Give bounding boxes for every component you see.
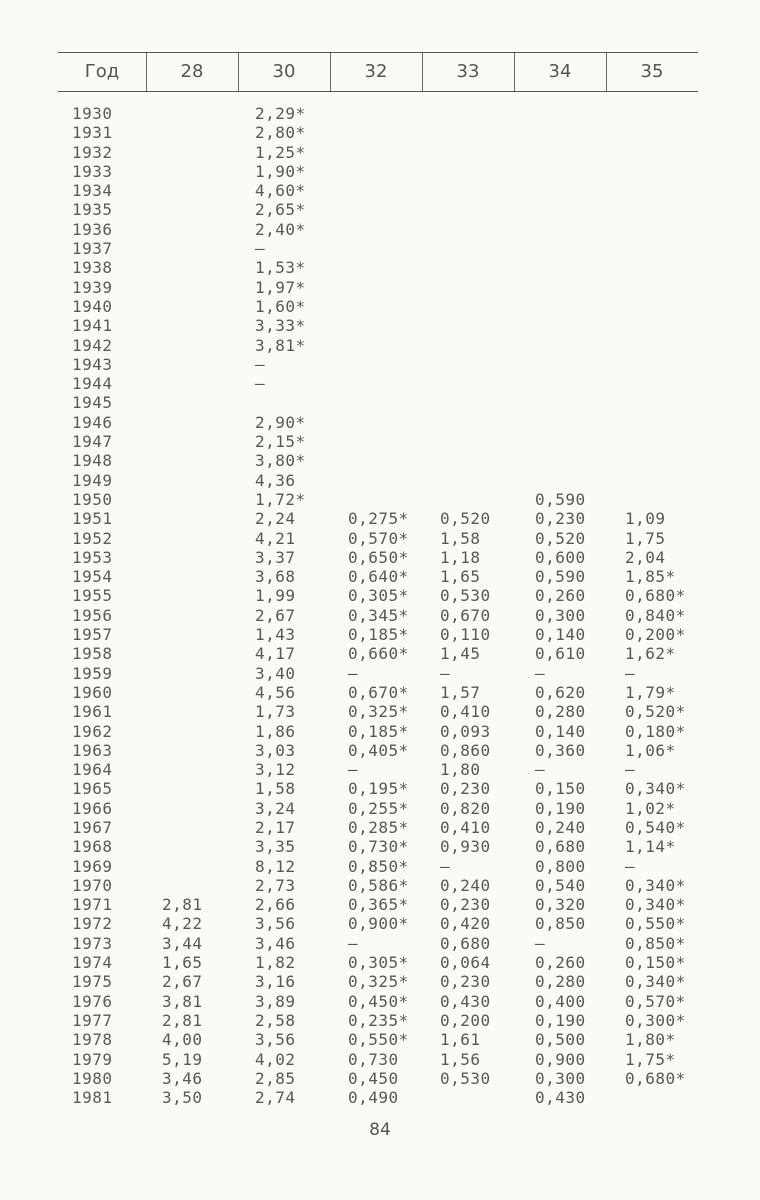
year-cell: 1956 [72, 605, 113, 625]
table-row [0, 258, 760, 277]
table-row [0, 336, 760, 355]
col-35-cell: 0,340* [625, 875, 686, 895]
col-30-cell: – [255, 239, 266, 259]
col-30-cell: 4,21 [255, 528, 296, 548]
year-cell: 1954 [72, 567, 113, 587]
col-34-cell: 0,320 [535, 895, 586, 915]
col-32-cell: 0,650* [348, 547, 409, 567]
year-cell: 1977 [72, 1010, 113, 1030]
year-cell: 1940 [72, 296, 113, 316]
table-row [0, 200, 760, 219]
year-cell: 1967 [72, 817, 113, 837]
year-cell: 1980 [72, 1068, 113, 1088]
col-33-cell: 0,410 [440, 817, 491, 837]
col-34-cell: 0,680 [535, 837, 586, 857]
col-35-cell: 0,540* [625, 817, 686, 837]
col-30-cell: 3,33* [255, 316, 306, 336]
col-28-cell: 3,50 [162, 1088, 203, 1108]
year-cell: 1955 [72, 586, 113, 606]
col-34-cell: 0,190 [535, 798, 586, 818]
col-33-cell: 0,860 [440, 740, 491, 760]
table-row [0, 760, 760, 779]
col-34-cell: 0,260 [535, 586, 586, 606]
col-35-cell: 1,09 [625, 509, 666, 529]
col-35-cell: 0,680* [625, 586, 686, 606]
page-number: 84 [369, 1120, 391, 1140]
year-cell: 1948 [72, 451, 113, 471]
year-cell: 1960 [72, 682, 113, 702]
year-cell: 1975 [72, 972, 113, 992]
col-35-cell: – [625, 760, 636, 780]
col-35-cell: 0,180* [625, 721, 686, 741]
col-35-cell: 1,75* [625, 1049, 676, 1069]
year-cell: 1970 [72, 875, 113, 895]
col-33-cell: 1,45 [440, 644, 481, 664]
year-cell: 1947 [72, 432, 113, 452]
table-row [0, 1011, 760, 1030]
col-32-cell: 0,586* [348, 875, 409, 895]
col-30-cell: 1,99 [255, 586, 296, 606]
col-33-cell: 0,200 [440, 1010, 491, 1030]
col-30-cell: 2,73 [255, 875, 296, 895]
col-34-cell: – [535, 760, 546, 780]
year-cell: 1974 [72, 953, 113, 973]
header-col-32: 32 [364, 61, 388, 82]
col-30-cell: 3,81* [255, 335, 306, 355]
table-row [0, 1050, 760, 1069]
col-35-cell: 0,340* [625, 895, 686, 915]
col-35-cell: 1,62* [625, 644, 676, 664]
col-35-cell: 1,06* [625, 740, 676, 760]
col-28-cell: 2,81 [162, 895, 203, 915]
col-30-cell: 4,60* [255, 181, 306, 201]
col-30-cell: 1,90* [255, 161, 306, 181]
col-30-cell: 3,35 [255, 837, 296, 857]
table-row [0, 722, 760, 741]
table-row [0, 297, 760, 316]
col-35-cell: 0,570* [625, 991, 686, 1011]
header-col-34: 34 [548, 61, 572, 82]
col-32-cell: 0,325* [348, 972, 409, 992]
col-33-cell: 0,530 [440, 586, 491, 606]
col-32-cell: 0,640* [348, 567, 409, 587]
table-row [0, 1069, 760, 1088]
year-cell: 1942 [72, 335, 113, 355]
col-28-cell: 3,81 [162, 991, 203, 1011]
table-row [0, 374, 760, 393]
table-row [0, 953, 760, 972]
col-35-cell: 1,14* [625, 837, 676, 857]
table-row [0, 837, 760, 856]
col-30-cell: 1,73 [255, 702, 296, 722]
col-33-cell: 0,530 [440, 1068, 491, 1088]
col-32-cell: 0,730* [348, 837, 409, 857]
col-33-cell: 0,430 [440, 991, 491, 1011]
col-34-cell: 0,140 [535, 721, 586, 741]
col-32-cell: – [348, 663, 359, 683]
col-34-cell: – [535, 933, 546, 953]
col-34-cell: 0,620 [535, 682, 586, 702]
col-33-cell: 0,230 [440, 895, 491, 915]
col-32-cell: 0,325* [348, 702, 409, 722]
year-cell: 1959 [72, 663, 113, 683]
col-32-cell: 0,275* [348, 509, 409, 529]
col-33-cell: – [440, 856, 451, 876]
col-33-cell: 1,18 [440, 547, 481, 567]
col-30-cell: 3,37 [255, 547, 296, 567]
year-cell: 1938 [72, 258, 113, 278]
header-col-28: 28 [180, 61, 204, 82]
col-30-cell: 2,40* [255, 219, 306, 239]
col-35-cell: 1,85* [625, 567, 676, 587]
col-30-cell: 2,15* [255, 432, 306, 452]
year-cell: 1965 [72, 779, 113, 799]
year-cell: 1941 [72, 316, 113, 336]
col-33-cell: 0,110 [440, 625, 491, 645]
year-cell: 1979 [72, 1049, 113, 1069]
col-30-cell: 3,56 [255, 914, 296, 934]
col-34-cell: 0,240 [535, 817, 586, 837]
col-35-cell: 0,200* [625, 625, 686, 645]
col-30-cell: 2,80* [255, 123, 306, 143]
col-30-cell: 2,74 [255, 1088, 296, 1108]
col-32-cell: 0,490 [348, 1088, 399, 1108]
year-cell: 1932 [72, 142, 113, 162]
col-30-cell: 4,36 [255, 470, 296, 490]
col-33-cell: 0,240 [440, 875, 491, 895]
table-row [0, 393, 760, 412]
table-row [0, 490, 760, 509]
col-32-cell: 0,450* [348, 991, 409, 1011]
col-30-cell: 1,53* [255, 258, 306, 278]
col-32-cell: 0,450 [348, 1068, 399, 1088]
col-34-cell: 0,800 [535, 856, 586, 876]
col-33-cell: 0,670 [440, 605, 491, 625]
table-row [0, 606, 760, 625]
col-30-cell: 3,80* [255, 451, 306, 471]
col-33-cell: 0,820 [440, 798, 491, 818]
year-cell: 1952 [72, 528, 113, 548]
col-35-cell: – [625, 856, 636, 876]
col-33-cell: 0,230 [440, 972, 491, 992]
col-30-cell: 1,72* [255, 489, 306, 509]
col-32-cell: 0,900* [348, 914, 409, 934]
table-row [0, 702, 760, 721]
table-row [0, 586, 760, 605]
col-32-cell: 0,660* [348, 644, 409, 664]
table-row [0, 123, 760, 142]
year-cell: 1930 [72, 104, 113, 123]
col-32-cell: 0,235* [348, 1010, 409, 1030]
col-30-cell: 1,86 [255, 721, 296, 741]
col-34-cell: – [535, 663, 546, 683]
table-row [0, 799, 760, 818]
year-cell: 1953 [72, 547, 113, 567]
col-34-cell: 0,230 [535, 509, 586, 529]
table-row [0, 355, 760, 374]
year-cell: 1945 [72, 393, 113, 413]
table-row [0, 529, 760, 548]
col-30-cell: 3,40 [255, 663, 296, 683]
col-35-cell: 0,680* [625, 1068, 686, 1088]
year-cell: 1972 [72, 914, 113, 934]
table-row [0, 779, 760, 798]
table-row [0, 509, 760, 528]
year-cell: 1964 [72, 760, 113, 780]
col-32-cell: 0,305* [348, 586, 409, 606]
col-34-cell: 0,300 [535, 605, 586, 625]
year-cell: 1969 [72, 856, 113, 876]
col-35-cell: 1,75 [625, 528, 666, 548]
year-cell: 1976 [72, 991, 113, 1011]
col-34-cell: 0,280 [535, 972, 586, 992]
table-row [0, 934, 760, 953]
year-cell: 1935 [72, 200, 113, 220]
col-30-cell: 3,12 [255, 760, 296, 780]
table-row [0, 548, 760, 567]
col-30-cell: 1,25* [255, 142, 306, 162]
col-32-cell: – [348, 760, 359, 780]
col-35-cell: 1,80* [625, 1030, 676, 1050]
col-33-cell: 0,930 [440, 837, 491, 857]
col-32-cell: 0,345* [348, 605, 409, 625]
year-cell: 1931 [72, 123, 113, 143]
table-row [0, 278, 760, 297]
col-35-cell: 0,850* [625, 933, 686, 953]
col-30-cell: 1,58 [255, 779, 296, 799]
year-cell: 1981 [72, 1088, 113, 1108]
col-33-cell: 0,420 [440, 914, 491, 934]
col-34-cell: 0,500 [535, 1030, 586, 1050]
col-28-cell: 5,19 [162, 1049, 203, 1069]
year-cell: 1973 [72, 933, 113, 953]
col-32-cell: 0,670* [348, 682, 409, 702]
col-35-cell: 0,520* [625, 702, 686, 722]
col-32-cell: 0,405* [348, 740, 409, 760]
col-33-cell: 0,520 [440, 509, 491, 529]
table-row [0, 895, 760, 914]
col-32-cell: 0,255* [348, 798, 409, 818]
col-33-cell: 0,680 [440, 933, 491, 953]
col-35-cell: 1,79* [625, 682, 676, 702]
table-row [0, 972, 760, 991]
col-34-cell: 0,260 [535, 953, 586, 973]
col-33-cell: 0,093 [440, 721, 491, 741]
col-30-cell: 2,24 [255, 509, 296, 529]
col-32-cell: 0,185* [348, 721, 409, 741]
col-30-cell: 4,56 [255, 682, 296, 702]
table-row [0, 567, 760, 586]
table-row [0, 316, 760, 335]
col-32-cell: 0,365* [348, 895, 409, 915]
year-cell: 1939 [72, 277, 113, 297]
col-35-cell: 0,300* [625, 1010, 686, 1030]
col-30-cell: 1,60* [255, 296, 306, 316]
col-34-cell: 0,430 [535, 1088, 586, 1108]
col-30-cell: 2,65* [255, 200, 306, 220]
table-row [0, 451, 760, 470]
year-cell: 1971 [72, 895, 113, 915]
col-34-cell: 0,900 [535, 1049, 586, 1069]
year-cell: 1961 [72, 702, 113, 722]
col-34-cell: 0,190 [535, 1010, 586, 1030]
col-35-cell: 0,150* [625, 953, 686, 973]
col-35-cell: – [625, 663, 636, 683]
col-30-cell: 1,97* [255, 277, 306, 297]
year-cell: 1951 [72, 509, 113, 529]
year-cell: 1963 [72, 740, 113, 760]
col-30-cell: 4,02 [255, 1049, 296, 1069]
table-row [0, 914, 760, 933]
col-30-cell: 3,89 [255, 991, 296, 1011]
col-35-cell: 0,340* [625, 779, 686, 799]
year-cell: 1937 [72, 239, 113, 259]
table-row [0, 104, 760, 123]
col-35-cell: 0,550* [625, 914, 686, 934]
col-30-cell: 4,17 [255, 644, 296, 664]
year-cell: 1933 [72, 161, 113, 181]
year-cell: 1958 [72, 644, 113, 664]
col-34-cell: 0,600 [535, 547, 586, 567]
table-row [0, 625, 760, 644]
header-year: Год [84, 61, 120, 82]
year-cell: 1946 [72, 412, 113, 432]
col-34-cell: 0,360 [535, 740, 586, 760]
col-28-cell: 3,44 [162, 933, 203, 953]
col-28-cell: 3,46 [162, 1068, 203, 1088]
table-row [0, 181, 760, 200]
table-body [0, 104, 760, 1107]
table-row [0, 162, 760, 181]
table-row [0, 432, 760, 451]
col-33-cell: – [440, 663, 451, 683]
col-32-cell: – [348, 933, 359, 953]
col-34-cell: 0,140 [535, 625, 586, 645]
table-row [0, 1030, 760, 1049]
table-row [0, 857, 760, 876]
col-33-cell: 1,56 [440, 1049, 481, 1069]
col-32-cell: 0,285* [348, 817, 409, 837]
table-row [0, 239, 760, 258]
col-30-cell: 3,03 [255, 740, 296, 760]
table-row [0, 876, 760, 895]
col-30-cell: 2,17 [255, 817, 296, 837]
col-30-cell: 8,12 [255, 856, 296, 876]
col-34-cell: 0,520 [535, 528, 586, 548]
table-row [0, 1088, 760, 1107]
year-cell: 1978 [72, 1030, 113, 1050]
col-33-cell: 0,410 [440, 702, 491, 722]
col-33-cell: 0,064 [440, 953, 491, 973]
col-34-cell: 0,610 [535, 644, 586, 664]
col-34-cell: 0,400 [535, 991, 586, 1011]
col-33-cell: 0,230 [440, 779, 491, 799]
table-row [0, 664, 760, 683]
col-32-cell: 0,305* [348, 953, 409, 973]
table-row [0, 143, 760, 162]
col-28-cell: 4,22 [162, 914, 203, 934]
table-row [0, 683, 760, 702]
col-30-cell: 2,29* [255, 104, 306, 123]
year-cell: 1934 [72, 181, 113, 201]
table-row [0, 644, 760, 663]
col-32-cell: 0,570* [348, 528, 409, 548]
col-30-cell: 2,67 [255, 605, 296, 625]
col-34-cell: 0,280 [535, 702, 586, 722]
year-cell: 1966 [72, 798, 113, 818]
col-30-cell: 3,46 [255, 933, 296, 953]
col-30-cell: 1,82 [255, 953, 296, 973]
col-35-cell: 0,340* [625, 972, 686, 992]
year-cell: 1936 [72, 219, 113, 239]
col-32-cell: 0,185* [348, 625, 409, 645]
col-32-cell: 0,850* [348, 856, 409, 876]
col-35-cell: 0,840* [625, 605, 686, 625]
col-33-cell: 1,58 [440, 528, 481, 548]
col-30-cell: 3,56 [255, 1030, 296, 1050]
col-30-cell: 2,66 [255, 895, 296, 915]
col-34-cell: 0,590 [535, 489, 586, 509]
year-cell: 1968 [72, 837, 113, 857]
table-row [0, 413, 760, 432]
year-cell: 1957 [72, 625, 113, 645]
col-33-cell: 1,61 [440, 1030, 481, 1050]
col-32-cell: 0,195* [348, 779, 409, 799]
year-cell: 1949 [72, 470, 113, 490]
year-cell: 1950 [72, 489, 113, 509]
table-row [0, 741, 760, 760]
col-34-cell: 0,540 [535, 875, 586, 895]
col-30-cell: 1,43 [255, 625, 296, 645]
table-row [0, 220, 760, 239]
col-30-cell: – [255, 374, 266, 394]
year-cell: 1962 [72, 721, 113, 741]
col-28-cell: 2,81 [162, 1010, 203, 1030]
header-col-33: 33 [456, 61, 480, 82]
table-row [0, 471, 760, 490]
header-col-35: 35 [640, 61, 664, 82]
header-col-30: 30 [272, 61, 296, 82]
table-header [58, 52, 698, 92]
col-30-cell: 3,16 [255, 972, 296, 992]
col-30-cell: 2,90* [255, 412, 306, 432]
col-32-cell: 0,730 [348, 1049, 399, 1069]
col-30-cell: 2,58 [255, 1010, 296, 1030]
col-28-cell: 4,00 [162, 1030, 203, 1050]
col-33-cell: 1,57 [440, 682, 481, 702]
table-row [0, 818, 760, 837]
col-32-cell: 0,550* [348, 1030, 409, 1050]
col-34-cell: 0,850 [535, 914, 586, 934]
col-30-cell: 3,24 [255, 798, 296, 818]
col-34-cell: 0,300 [535, 1068, 586, 1088]
col-30-cell: – [255, 354, 266, 374]
col-33-cell: 1,80 [440, 760, 481, 780]
col-34-cell: 0,590 [535, 567, 586, 587]
col-30-cell: 2,85 [255, 1068, 296, 1088]
col-34-cell: 0,150 [535, 779, 586, 799]
col-28-cell: 2,67 [162, 972, 203, 992]
col-35-cell: 1,02* [625, 798, 676, 818]
col-35-cell: 2,04 [625, 547, 666, 567]
col-28-cell: 1,65 [162, 953, 203, 973]
year-cell: 1944 [72, 374, 113, 394]
year-cell: 1943 [72, 354, 113, 374]
table-row [0, 992, 760, 1011]
col-33-cell: 1,65 [440, 567, 481, 587]
col-30-cell: 3,68 [255, 567, 296, 587]
